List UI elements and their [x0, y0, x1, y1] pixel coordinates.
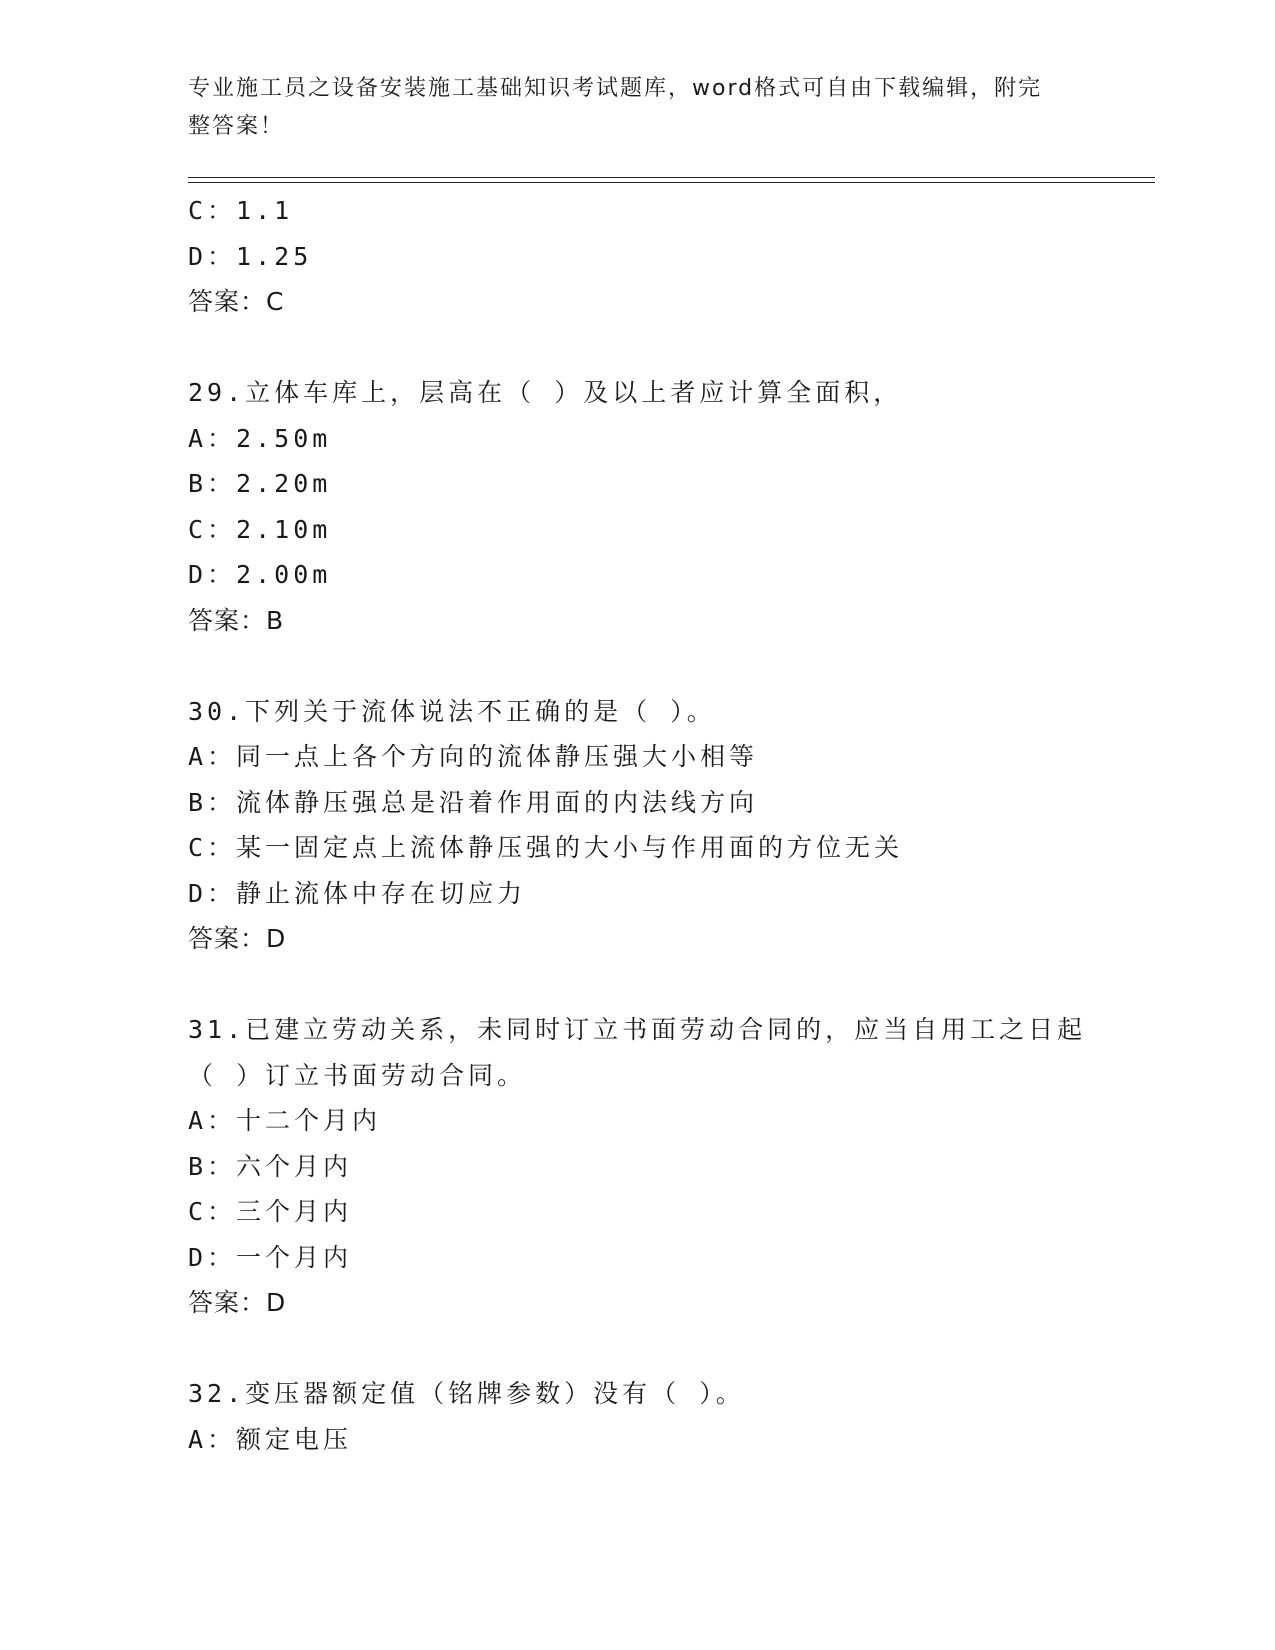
header-divider-top: [188, 177, 1155, 178]
header-divider-bottom: [188, 182, 1155, 183]
option-d: D：静止流体中存在切应力: [188, 878, 527, 908]
option-d: D：2.00m: [188, 560, 332, 589]
option-a: A：额定电压: [188, 1424, 353, 1454]
header-line-2: 整答案！: [188, 114, 285, 139]
option-a: A：十二个月内: [188, 1106, 382, 1135]
option-c: C：1.1: [188, 196, 294, 225]
option-a: A：同一点上各个方向的流体静压强大小相等: [188, 742, 759, 771]
option-c: C：2.10m: [188, 514, 332, 544]
option-b: B：流体静压强总是沿着作用面的内法线方向: [188, 787, 759, 817]
question-stem-continued: （ ）订立书面劳动合同。: [188, 1060, 527, 1090]
header-line-1: 专业施工员之设备安装施工基础知识考试题库，word格式可自由下载编辑，附完: [188, 76, 1043, 101]
question-30: [188, 689, 1148, 962]
question-29: [188, 370, 1148, 643]
option-a: A：2.50m: [188, 423, 332, 453]
question-stem: 29.立体车库上，层高在（ ）及以上者应计算全面积，: [188, 378, 903, 407]
answer-line: 答案：D: [188, 924, 287, 953]
answer-line: 答案：D: [188, 1288, 287, 1317]
question-stem: 32.变压器额定值（铭牌参数）没有（ ）。: [188, 1379, 745, 1408]
spacer: [188, 962, 1148, 1008]
answer-line: 答案：B: [188, 605, 285, 635]
option-d: D：1.25: [188, 241, 313, 271]
question-31: [188, 1007, 1148, 1326]
spacer: [188, 325, 1148, 371]
option-c: C：某一固定点上流体静压强的大小与作用面的方位无关: [188, 833, 904, 862]
question-28-tail: [188, 188, 1148, 325]
page-header: [188, 70, 1088, 146]
question-list: [188, 188, 1148, 1462]
option-b: B：六个月内: [188, 1151, 353, 1181]
question-32: [188, 1371, 1148, 1462]
option-d: D：一个月内: [188, 1242, 353, 1272]
option-b: B：2.20m: [188, 469, 332, 498]
answer-line: 答案：C: [188, 287, 285, 316]
question-stem: 31.已建立劳动关系，未同时订立书面劳动合同的，应当自用工之日起: [188, 1015, 1087, 1044]
question-stem: 30.下列关于流体说法不正确的是（ ）。: [188, 696, 716, 726]
spacer: [188, 643, 1148, 689]
option-c: C：三个月内: [188, 1197, 353, 1226]
spacer: [188, 1326, 1148, 1372]
